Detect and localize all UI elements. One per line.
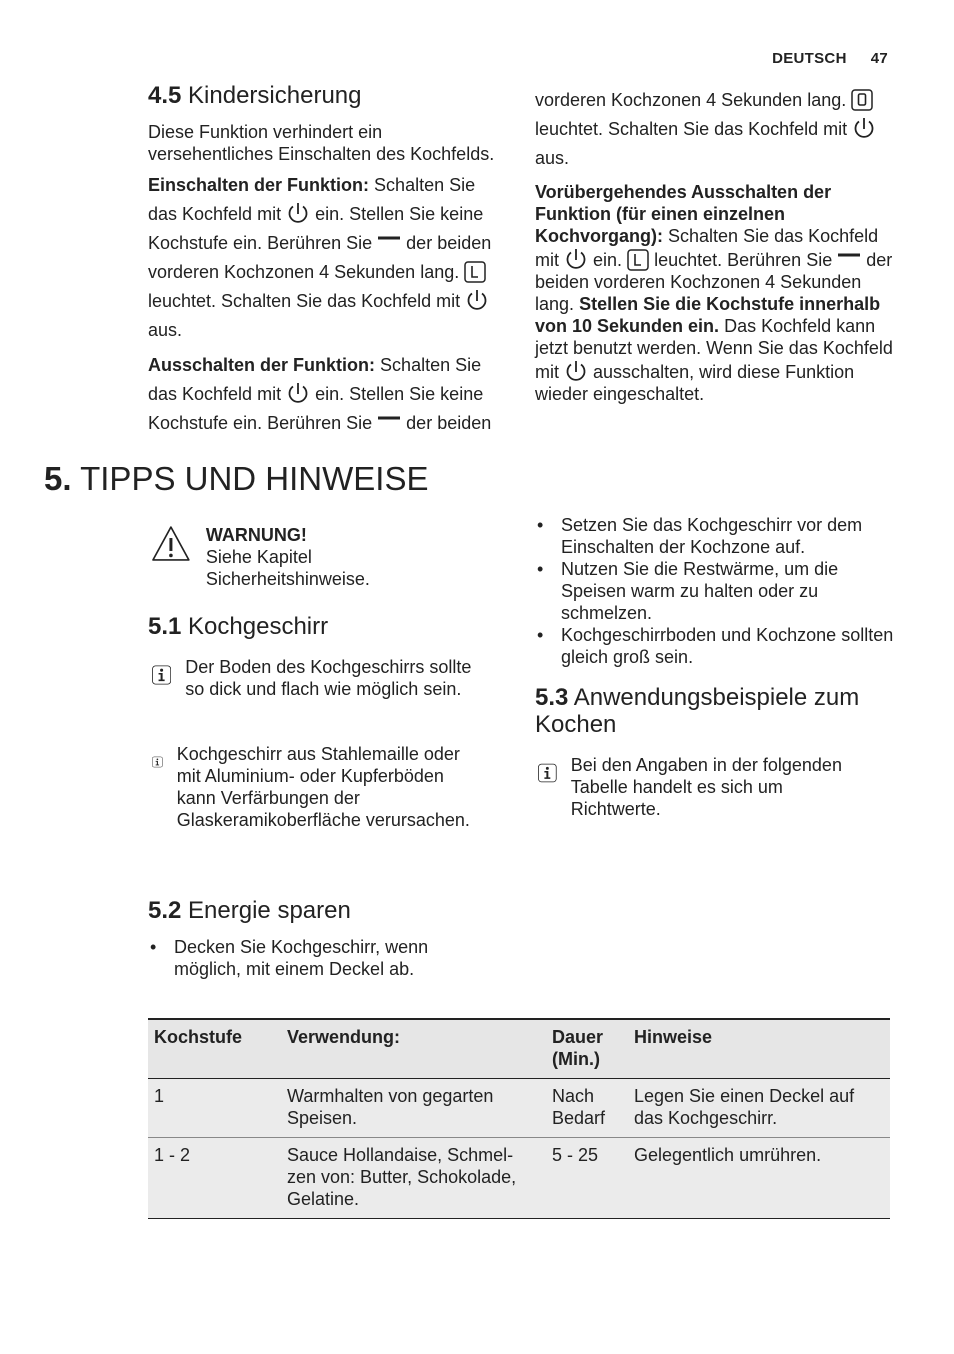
table-row [148,1138,890,1219]
page-number: 47 [870,50,888,67]
table-cell: 1 - 2 [154,1145,191,1165]
table-cell: Nach Bedarf [552,1086,606,1128]
s45-off-continued: vorderen Kochzonen 4 Sekunden lang. leuchtet. Schalten Sie das Kochfeld mit aus. [535,86,895,173]
warning-box [150,524,480,590]
table-header: Hinweise [634,1027,713,1047]
warning-icon [150,524,192,564]
section-4-5-heading: 4.5 Kindersicherung [148,82,362,109]
info-note-1 [152,656,472,700]
zero-display-icon [851,89,873,111]
table-header: Verwendung: [287,1027,401,1047]
info-icon [152,656,171,694]
s45-temp-paragraph: Vorübergehendes Ausschalten der Funktion (für einen einzelnen Kochvorgang): Schalten Sie das Kochfeld mit ein. leuchtet. Berühren Sie der beiden vorderen Kochzonen 4 Sekunden lang. Stellen Sie die Kochstufe innerhalb von 10 Sekunden ein. Das Kochfeld kann jetzt benutzt werden. Wenn Sie das Kochfeld mit ausschalten, wird diese Funktion wieder eingeschaltet. [535,182,893,404]
power-icon [286,201,310,225]
info-note-3 [538,754,858,820]
cooking-table [148,1018,890,1219]
section-5-3-heading: 5.3 Anwendungsbeispiele zum Kochen [535,684,860,738]
list-item: • Decken Sie Kochgeschirr, wenn möglich, mit einem Deckel ab. [148,936,468,980]
info-note-1-text: Der Boden des Kochgeschirrs sollte so dick und flach wie möglich sein. [185,657,472,699]
table-cell: Sauce Hollandaise, Schmel-zen von: Butter, Schokolade, Gelatine. [287,1145,517,1209]
s45-on-paragraph: Einschalten der Funktion: Schalten Sie das Kochfeld mit ein. Stellen Sie keine Kochstufe ein. Berühren Sie der beiden vorderen Kochzonen 4 Sekunden lang. leuchtet. Schalten Sie das Kochfeld mit aus. [148,175,492,340]
list-item: • Nutzen Sie die Restwärme, um die Speisen warm zu halten oder zu schmelzen. [535,558,895,624]
warning-title: WARNUNG! [205,525,307,545]
info-note-2-text: Kochgeschirr aus Stahlemaille oder mit Aluminium- oder Kupferböden kann Verfärbungen der Glaskeramikoberfläche verursachen. [176,744,470,830]
table-cell: Warmhalten von gegarten Speisen. [287,1086,494,1128]
section-4-5-col1 [148,82,508,438]
table-header: Kochstufe [154,1027,243,1047]
minus-icon [377,234,401,254]
info-icon [152,743,163,781]
minus-icon [837,251,861,271]
table-header-row [148,1019,890,1079]
info-note-2 [152,743,472,831]
table-cell: 5 - 25 [552,1145,599,1165]
list-item: • Kochgeschirrboden und Kochzone sollten gleich groß sein. [535,624,895,668]
section-5-1-heading: 5.1 Kochgeschirr [148,613,329,640]
power-icon [564,359,588,383]
table-cell: Legen Sie einen Deckel auf das Kochgeschirr. [634,1086,855,1128]
table-cell: Gelegentlich umrühren. [634,1145,822,1165]
power-icon [852,116,876,140]
section-4-5-col2 [535,86,895,405]
s45-off-paragraph: Ausschalten der Funktion: Schalten Sie das Kochfeld mit ein. Stellen Sie keine Kochstufe ein. Berühren Sie der beiden [148,355,492,433]
s45-intro: Diese Funktion verhindert ein versehentliches Einschalten des Kochfelds. [148,122,495,164]
section-5-2-heading: 5.2 Energie sparen [148,897,351,924]
table-cell: 1 [154,1086,165,1106]
list-item: • Setzen Sie das Kochgeschirr vor dem Einschalten der Kochzone auf. [535,514,895,558]
header-language: DEUTSCH [772,50,847,67]
table-header: Dauer (Min.) [552,1027,604,1069]
lock-display-icon [464,261,486,283]
info-note-3-text: Bei den Angaben in der folgenden Tabelle handelt es sich um Richtwerte. [570,755,842,819]
info-icon [538,754,557,792]
page-header [748,50,888,67]
table-row [148,1079,890,1138]
warning-text: Siehe Kapitel Sicherheitshinweise. [205,547,370,589]
power-icon [286,381,310,405]
power-icon [465,288,489,312]
minus-icon [377,414,401,434]
chapter-5-heading: 5. TIPPS UND HINWEISE [44,460,429,497]
lock-display-icon [627,249,649,271]
energy-bullets-col1 [148,936,468,980]
energy-bullets-col2 [535,514,895,668]
power-icon [564,247,588,271]
